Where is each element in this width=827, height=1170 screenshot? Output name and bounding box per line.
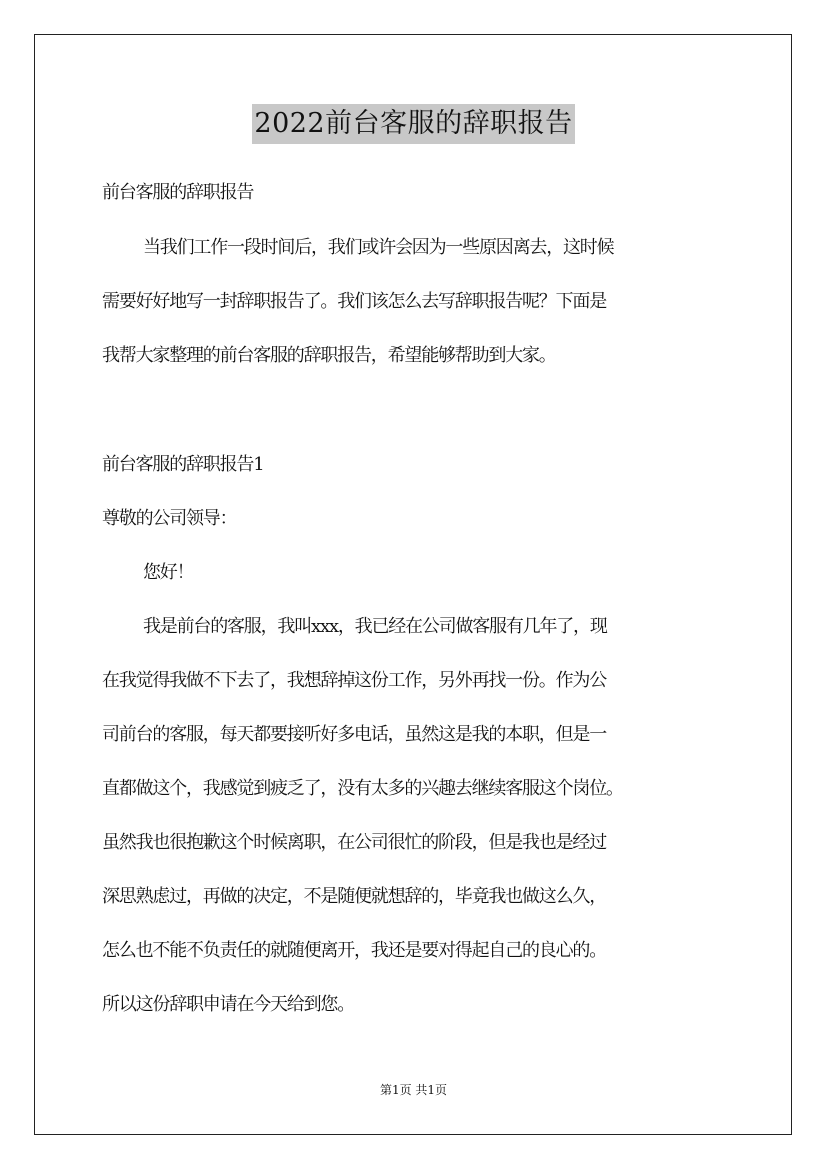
body-paragraph-line-5: 虽然我也很抱歉这个时候离职，在公司很忙的阶段，但是我也是经过 <box>102 832 606 853</box>
document-title-text: 2022前台客服的辞职报告 <box>252 104 574 144</box>
section-heading-1: 前台客服的辞职报告1 <box>102 454 264 475</box>
section-heading-intro: 前台客服的辞职报告 <box>102 182 254 203</box>
body-paragraph-line-2: 在我觉得我做不下去了，我想辞掉这份工作，另外再找一份。作为公 <box>102 670 606 691</box>
body-paragraph-line-3: 司前台的客服，每天都要接听好多电话，虽然这是我的本职，但是一 <box>102 724 606 745</box>
body-paragraph-line-1: 我是前台的客服，我叫xxx，我已经在公司做客服有几年了，现 <box>143 616 607 637</box>
salutation: 尊敬的公司领导： <box>102 508 237 529</box>
body-paragraph-line-6: 深思熟虑过，再做的决定，不是随便就想辞的，毕竟我也做这么久， <box>102 886 606 907</box>
page-number-footer: 第1页 共1页 <box>379 1083 448 1097</box>
document-title <box>0 102 827 144</box>
intro-paragraph-line-3: 我帮大家整理的前台客服的辞职报告，希望能够帮助到大家。 <box>102 345 556 366</box>
intro-paragraph-line-2: 需要好好地写一封辞职报告了。我们该怎么去写辞职报告呢？下面是 <box>102 291 606 312</box>
body-paragraph-line-8: 所以这份辞职申请在今天给到您。 <box>102 994 354 1015</box>
intro-paragraph-line-1: 当我们工作一段时间后，我们或许会因为一些原因离去，这时候 <box>143 237 614 258</box>
body-paragraph-line-7: 怎么也不能不负责任的就随便离开，我还是要对得起自己的良心的。 <box>102 940 606 961</box>
greeting: 您好！ <box>143 562 194 583</box>
body-paragraph-line-4: 直都做这个，我感觉到疲乏了，没有太多的兴趣去继续客服这个岗位。 <box>102 778 623 799</box>
